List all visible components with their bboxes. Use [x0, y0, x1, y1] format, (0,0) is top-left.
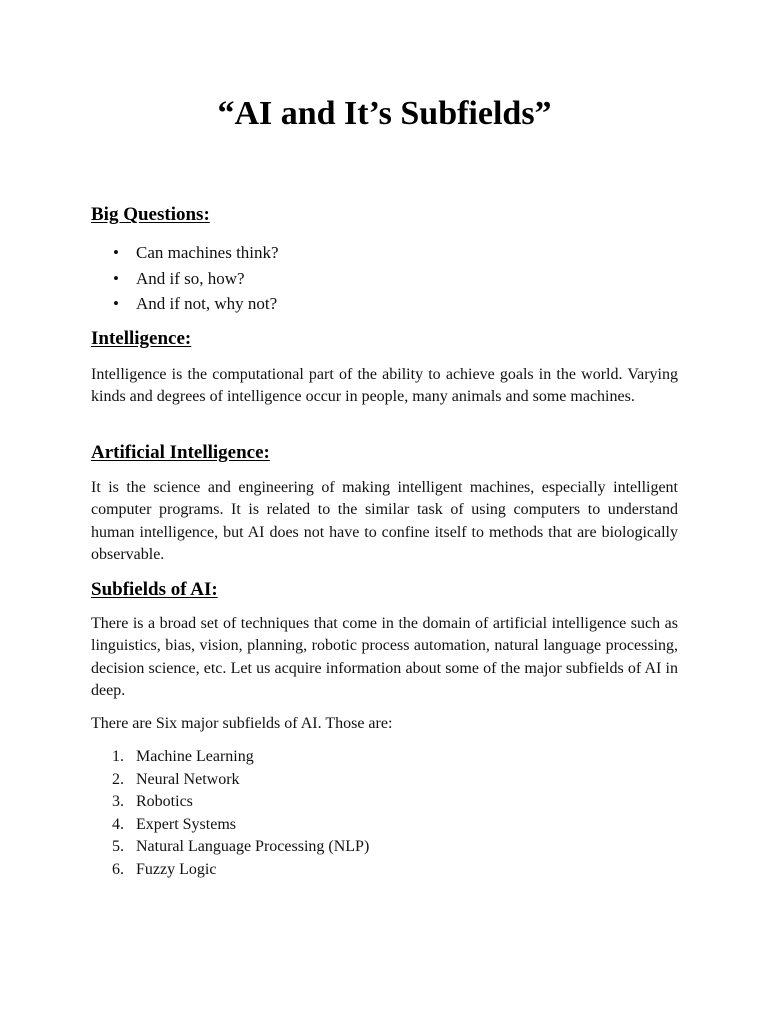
list-item: [91, 769, 369, 792]
list-item: [91, 291, 279, 317]
list-item-text: Expert Systems: [136, 815, 236, 833]
list-item: [91, 836, 369, 859]
subfields-intro: There are Six major subfields of AI. Those are:: [91, 715, 393, 732]
list-item: [91, 814, 369, 837]
list-item: [91, 266, 279, 292]
list-number: 6.: [112, 860, 124, 878]
list-item-text: Natural Language Processing (NLP): [136, 838, 370, 856]
list-item-text: Neural Network: [136, 770, 240, 788]
big-questions-list: [91, 240, 279, 317]
subfields-list: [91, 746, 369, 882]
list-item: [91, 240, 279, 266]
list-item-text: And if not, why not?: [136, 294, 278, 313]
bullet-icon: •: [113, 294, 119, 313]
heading-big-questions: Big Questions:: [91, 204, 210, 225]
list-item: [91, 859, 369, 882]
list-item-text: Machine Learning: [136, 748, 254, 765]
heading-artificial-intelligence: Artificial Intelligence:: [91, 442, 270, 463]
list-item-text: Fuzzy Logic: [136, 860, 217, 878]
list-item-text: Can machines think?: [136, 243, 279, 262]
document-title: “AI and It’s Subfields”: [217, 95, 552, 132]
list-number: 1.: [112, 748, 124, 765]
list-number: 4.: [112, 815, 124, 833]
list-number: 5.: [112, 838, 124, 856]
list-number: 3.: [112, 793, 124, 811]
list-item: [91, 791, 369, 814]
heading-intelligence: Intelligence:: [91, 328, 192, 349]
bullet-icon: •: [113, 268, 119, 288]
intelligence-paragraph: Intelligence is the computational part of the ability to achieve goals in the world. Varying kinds and degrees of intelligence occur in people, many animals and some machines.: [91, 366, 678, 406]
bullet-icon: •: [113, 243, 119, 262]
subfields-paragraph: There is a broad set of techniques that come in the domain of artificial intelligence such as linguistics, bias, vision, planning, robotic process automation, natural language processing, decision science, etc. Let us acquire information about some of the major subfields of AI in deep.: [91, 615, 678, 699]
list-item-text: And if so, how?: [136, 268, 245, 288]
list-item: [91, 746, 369, 769]
heading-subfields: Subfields of AI:: [91, 579, 218, 600]
list-number: 2.: [112, 770, 124, 788]
list-item-text: Robotics: [136, 793, 193, 811]
artificial-intelligence-paragraph: It is the science and engineering of making intelligent machines, especially intelligent computer programs. It is related to the similar task of using computers to understand human intelligence, but AI does not have to confine itself to methods that are biologically observable.: [91, 479, 678, 563]
